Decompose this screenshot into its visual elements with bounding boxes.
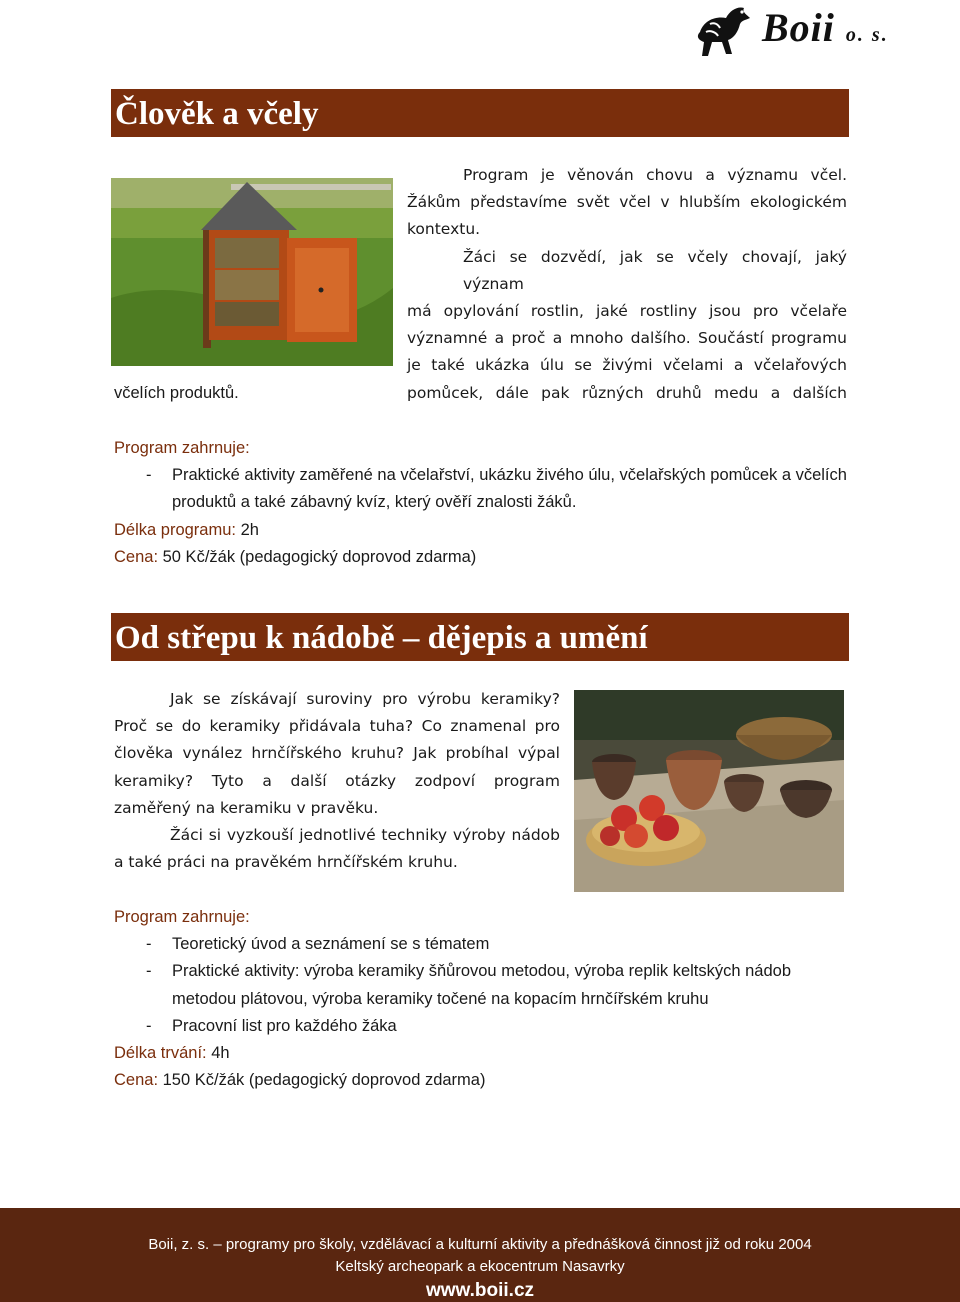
- pottery-intro-line: Proč se do keramiky přidávala tuha? Co znamenal pro: [114, 717, 560, 736]
- bees-duration-label: Délka programu:: [114, 520, 236, 539]
- pottery-price-value: 150 Kč/žák (pedagogický doprovod zdarma): [162, 1071, 486, 1090]
- pottery-intro-line: keramiky? Tyto a další otázky zodpoví program: [114, 771, 560, 790]
- footer-location: Keltský archeopark a ekocentrum Nasavrky: [335, 1258, 625, 1275]
- pottery-price: [114, 1067, 854, 1094]
- bees-intro-line: Žákům představíme svět včel v hlubším ekologickém: [407, 193, 847, 212]
- pottery-includes-label: Program zahrnuje:: [114, 908, 250, 926]
- bees-bullet-text: Praktické aktivity zaměřené na včelařství, ukázku živého úlu, včelařských pomůcek a včelích produktů a také zábavný kvíz, který ověří znalosti žáků.: [172, 466, 847, 512]
- bees-intro-line: je také ukázka úlu se živými včelami a včelařových: [407, 356, 847, 375]
- page-footer: [0, 1208, 960, 1302]
- list-item: - Teoretický úvod a seznámení se s tématem: [114, 931, 854, 958]
- beehive-photo: [111, 178, 393, 366]
- bees-intro-line: má opylování rostlin, jaké rostliny jsou pro včelaře: [407, 302, 847, 321]
- bees-includes-label: Program zahrnuje:: [114, 439, 250, 457]
- section-title-pottery: Od střepu k nádobě – dějepis a umění: [111, 613, 849, 661]
- pottery-duration-value: 4h: [211, 1044, 230, 1063]
- bees-intro-line: Program je věnován chovu a významu včel.: [463, 166, 847, 184]
- bees-intro-line: pomůcek, dále pak různých druhů medu a dalších: [407, 383, 847, 402]
- footer-website-link[interactable]: www.boii.cz: [425, 1280, 535, 1301]
- pottery-duration-label: Délka trvání:: [114, 1044, 207, 1063]
- pottery-intro-line: zaměřený na keramiku v pravěku.: [114, 798, 379, 817]
- pottery-intro-line: člověka vynález hrnčířského kruhu? Jak probíhal výpal: [114, 744, 560, 763]
- bees-duration: [114, 517, 854, 544]
- pottery-intro-line: Žáci si vyzkouší jednotlivé techniky výroby nádob: [170, 826, 560, 845]
- footer-tagline: Boii, z. s. – programy pro školy, vzdělávací a kulturní aktivity a přednášková činnost již od roku 2004: [148, 1236, 812, 1253]
- bees-intro-line: Žáci se dozvědí, jak se včely chovají, jaký význam: [463, 247, 847, 293]
- list-item: - Pracovní list pro každého žáka: [114, 1013, 854, 1040]
- bees-intro-paragraph: [407, 162, 847, 407]
- logo-brand: Boii: [762, 5, 835, 50]
- pottery-photo: [574, 690, 844, 892]
- bees-details: [114, 435, 854, 571]
- bees-intro-line: významné a proč a mnoho dalšího. Součástí programu: [407, 329, 847, 348]
- boii-logo: [690, 2, 930, 60]
- pottery-bullet-text: Praktické aktivity: výroba keramiky šňůrovou metodou, výroba replik keltských nádob metodou plátovou, výroba keramiky točené na kopacím hrnčířském kruhu: [172, 962, 792, 1008]
- pottery-price-label: Cena:: [114, 1071, 159, 1090]
- logo-suffix: o. s.: [845, 24, 889, 46]
- horse-icon: [690, 2, 756, 60]
- pottery-bullet-text: Pracovní list pro každého žáka: [172, 1016, 397, 1035]
- pottery-intro-line: a také práci na pravěkém hrnčířském kruhu.: [114, 853, 458, 872]
- bees-intro-line: kontextu.: [407, 220, 481, 239]
- pottery-intro-line: Jak se získávají suroviny pro výrobu keramiky?: [170, 690, 560, 708]
- pottery-bullet-text: Teoretický úvod a seznámení se s tématem: [172, 935, 490, 954]
- bees-price-value: 50 Kč/žák (pedagogický doprovod zdarma): [162, 547, 477, 566]
- section-title-bees: Člověk a včely: [111, 89, 849, 137]
- bees-price: [114, 544, 854, 571]
- list-item: - Praktické aktivity zaměřené na včelařství, ukázku živého úlu, včelařských pomůcek a včelích produktů a také zábavný kvíz, který ověří znalosti žáků.: [114, 462, 854, 516]
- pottery-intro-paragraph: [114, 686, 560, 876]
- list-item: - Praktické aktivity: výroba keramiky šňůrovou metodou, výroba replik keltských nádob metodou plátovou, výroba keramiky točené na kopacím hrnčířském kruhu: [114, 958, 854, 1012]
- pottery-details: [114, 904, 854, 1094]
- bees-price-label: Cena:: [114, 547, 159, 566]
- bees-duration-value: 2h: [240, 520, 259, 539]
- pottery-duration: [114, 1040, 854, 1067]
- bees-intro-tail: včelích produktů.: [114, 384, 239, 402]
